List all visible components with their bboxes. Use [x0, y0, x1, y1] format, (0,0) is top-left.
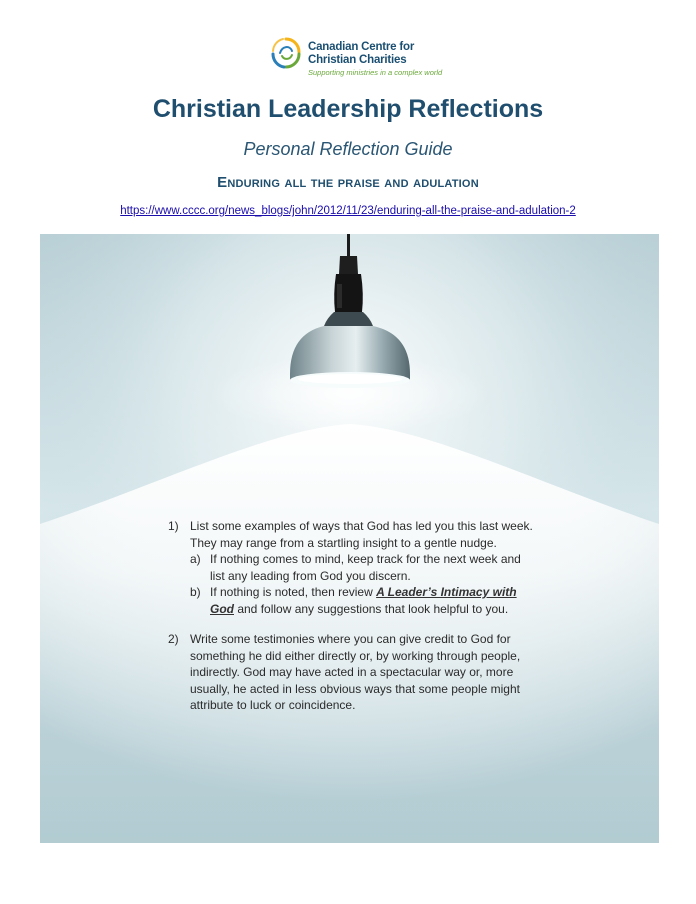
page-title: Christian Leadership Reflections — [152, 95, 544, 123]
sub-item-text-after: and follow any suggestions that look helpful to you. — [234, 601, 509, 616]
logo-line-1: Canadian Centre for — [308, 41, 415, 53]
question-text: List some examples of ways that God has led you this last week. They may range from a startling insight to a gentle nudge. — [190, 519, 533, 550]
article-title: Enduring all the praise and adulation — [217, 174, 479, 191]
sub-item-letter: a) — [190, 552, 201, 566]
sub-item-letter: b) — [190, 585, 201, 599]
sub-item-text: If nothing comes to mind, keep track for the next week and list any leading from God you discern. — [210, 552, 521, 583]
sub-item-text-before: If nothing is noted, then review — [210, 585, 377, 599]
question-1 — [168, 518, 538, 617]
logo-tagline: Supporting ministries in a complex world — [308, 68, 443, 77]
logo-line-2: Christian Charities — [308, 54, 407, 66]
page-subtitle: Personal Reflection Guide — [243, 139, 453, 159]
logo-circle-icon — [270, 36, 302, 72]
question-text: Write some testimonies where you can give credit to God for something he did either directly or, by working through people, indirectly. God may have acted in a spectacular way or, more usually, he acted in less obvious ways that some people might attribute to luck or coincidence. — [190, 632, 521, 712]
question-2 — [168, 631, 538, 714]
leaders-intimacy-link[interactable]: A Leader’s Intimacy with God — [210, 585, 517, 616]
question-number: 2) — [168, 632, 179, 646]
reflection-questions — [168, 518, 538, 714]
question-number: 1) — [168, 519, 179, 533]
source-article-link[interactable]: https://www.cccc.org/news_blogs/john/2012/11/23/enduring-all-the-praise-and-adulation-2 — [120, 205, 576, 217]
cccc-logo — [270, 36, 443, 80]
sub-item-b — [190, 584, 538, 617]
sub-item-a — [190, 551, 538, 584]
